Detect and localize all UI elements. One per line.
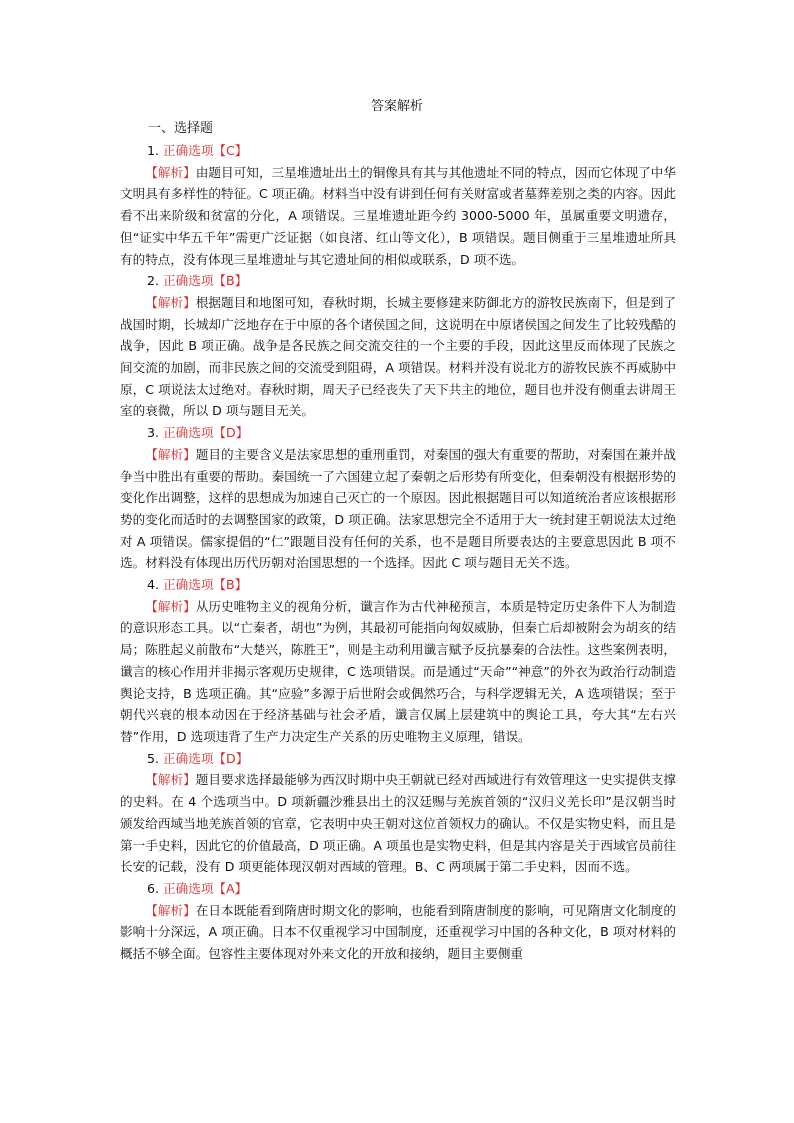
question-4-explanation: [120, 596, 676, 748]
question-number: 3.: [147, 425, 160, 441]
question-5-heading: [120, 748, 676, 770]
explanation-text: 由题目可知，三星堆遗址出土的铜像具有其与其他遗址不同的特点，因而它体现了中华文明具有多样性的特征。C 项正确。材料当中没有讲到任何有关财富或者墓葬差别之类的内容。因此看不出来阶级和贫富的分化，A 项错误。三星堆遗址距今约 3000-5000 年，虽属重要文明遗存，但“证实中华五千年”需更广泛证据（如良渚、红山等文化），B 项错误。题目侧重于三星堆遗址所具有的特点，没有体现三星堆遗址与其它遗址间的相似或联系，D 项不选。: [120, 164, 677, 267]
explanation-text: 从历史唯物主义的视角分析，谶言作为古代神秘预言，本质是特定历史条件下人为制造的意识形态工具。以“亡秦者，胡也”为例，其最初可能指向匈奴威胁，但秦亡后却被附会为胡亥的结局；陈胜起义前散布“大楚兴，陈胜王”，则是主动利用谶言赋予反抗暴秦的合法性。这些案例表明，谶言的核心作用并非揭示客观历史规律，C 选项错误。而是通过“天命”“神意”的外衣为政治行动制造舆论支持，B 选项正确。其“应验”多源于后世附会或偶然巧合，与科学逻辑无关，A 选项错误；至于朝代兴衰的根本动因在于经济基础与社会矛盾，谶言仅属上层建筑中的舆论工具，夸大其“左右兴替”作用，D 选项违背了生产力决定生产关系的历史唯物主义原理，错误。: [120, 598, 677, 744]
question-number: 2.: [147, 273, 160, 289]
analysis-tag: 【解析】: [145, 902, 196, 918]
explanation-text: 题目的主要含义是法家思想的重刑重罚，对秦国的强大有重要的帮助，对秦国在兼并战争当中胜出有重要的帮助。秦国统一了六国建立起了秦朝之后形势有所变化，但秦朝没有根据形势的变化作出调整，这样的思想成为加速自己灭亡的一个原因。因此根据题目可以知道统治者应该根据形势的变化而适时的去调整国家的政策，D 项正确。法家思想完全不适用于大一统封建王朝说法太过绝对 A 项错误。儒家提倡的“仁”跟题目没有任何的关系，也不是题目所要表达的主要意思因此 B 项不选。材料没有体现出历代历朝对治国思想的一个选择。因此 C 项与题目无关不选。: [120, 446, 677, 571]
correct-option: 正确选项【B】: [163, 273, 248, 289]
question-number: 6.: [147, 880, 160, 896]
question-2-heading: [120, 270, 676, 292]
question-5-explanation: [120, 769, 676, 878]
question-3-heading: [120, 422, 676, 444]
question-number: 4.: [147, 577, 160, 593]
question-1-explanation: [120, 162, 676, 271]
question-3-explanation: [120, 444, 676, 574]
page-title: 答案解析: [370, 99, 423, 114]
analysis-tag: 【解析】: [145, 164, 196, 180]
analysis-tag: 【解析】: [145, 598, 196, 614]
question-6-explanation: [120, 900, 676, 965]
correct-option: 正确选项【B】: [163, 577, 248, 593]
question-1-heading: [120, 140, 676, 162]
correct-option: 正确选项【D】: [163, 750, 249, 766]
explanation-text: 题目要求选择最能够为西汉时期中央王朝就已经对西域进行有效管理这一史实提供支撑的史料。在 4 个选项当中。D 项新疆沙雅县出土的汉廷赐与羌族首领的“汉归义羌长印”是汉朝当时颁发给西域当地羌族首领的官章，它表明中央王朝对这位首领权力的确认。不仅是实物史料，而且是第一手史料，因此它的价值最高，D 项正确。A 项虽也是实物史料，但是其内容是关于西域官员前往长安的记载，没有 D 项更能体现汉朝对西域的管理。B、C 两项属于第二手史料，因而不选。: [120, 772, 677, 875]
section-heading: 一、选择题: [148, 121, 214, 136]
answer-list: [120, 140, 676, 965]
question-4-heading: [120, 574, 676, 596]
analysis-tag: 【解析】: [145, 446, 196, 462]
correct-option: 正确选项【A】: [163, 880, 248, 896]
question-number: 5.: [147, 750, 160, 766]
analysis-tag: 【解析】: [145, 294, 196, 310]
analysis-tag: 【解析】: [145, 772, 196, 788]
question-number: 1.: [147, 143, 160, 158]
explanation-text: 根据题目和地图可知，春秋时期，长城主要修建来防御北方的游牧民族南下，但是到了战国时期，长城却广泛地存在于中原的各个诸侯国之间，这说明在中原诸侯国之间发生了比较残酷的战争，因此 B 项正确。战争是各民族之间交流交往的一个主要的手段，因此这里反而体现了民族之间交流的加剧，而非民族之间的交流受到阻碍，A 项错误。材料并没有说北方的游牧民族不再威胁中原，C 项说法太过绝对。春秋时期，周天子已经丧失了天下共主的地位，题目也并没有侧重去讲周王室的衰微，所以 D 项与题目无关。: [120, 294, 677, 419]
explanation-text: 在日本既能看到隋唐时期文化的影响，也能看到隋唐制度的影响，可见隋唐文化制度的影响十分深远，A 项正确。日本不仅重视学习中国制度，还重视学习中国的各种文化，B 项对材料的概括不够全面。包容性主要体现对外来文化的开放和接纳，题目主要侧重: [120, 902, 677, 962]
correct-option: 正确选项【C】: [163, 143, 248, 158]
question-6-heading: [120, 878, 676, 900]
correct-option: 正确选项【D】: [163, 425, 249, 441]
question-2-explanation: [120, 292, 676, 422]
